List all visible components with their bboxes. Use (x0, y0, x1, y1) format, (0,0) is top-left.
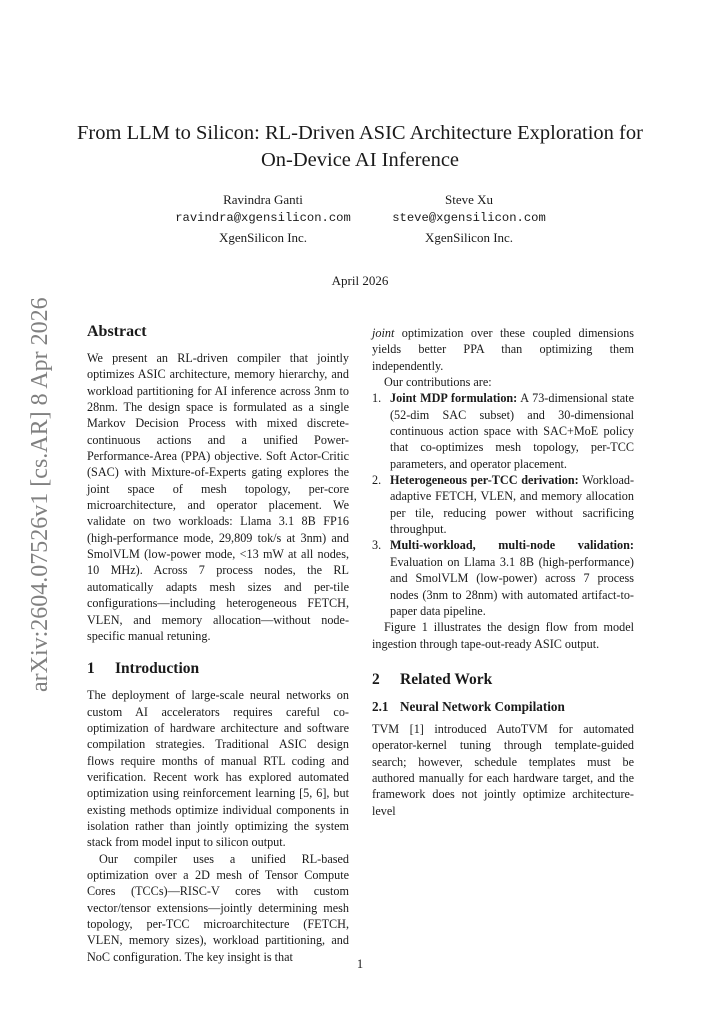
list-item-title: Joint MDP formulation: (390, 391, 518, 406)
author-name: Steve Xu (444, 192, 494, 207)
list-item-title: Multi-workload, multi-node validation: (390, 538, 634, 553)
list-item-text: A 73-dimensional state (52-dim SAC subset) and 30-dimensional continuous action space with SAC+MoE policy that co-optimizes mesh topology, per-TCC parameters, and operator placement. (390, 391, 634, 471)
intro-paragraph-2-continued (372, 325, 634, 374)
intro-paragraph-2 (87, 851, 349, 965)
section-heading-introduction (87, 659, 349, 679)
list-item (372, 472, 634, 537)
contributions-list (372, 390, 634, 619)
contributions-lead: Our contributions are: (384, 375, 492, 390)
list-item-title: Heterogeneous per-TCC derivation: (390, 473, 579, 488)
paper-title: From LLM to Silicon: RL-Driven ASIC Architecture Exploration for On-Device AI Inference (77, 122, 643, 171)
section-title: Related Work (400, 670, 493, 688)
author-name: Ravindra Ganti (223, 192, 303, 207)
section-number: 2 (372, 670, 380, 688)
list-item-text: Evaluation on Llama 3.1 8B (high-performance) and SmolVLM (low-power) across 7 process nodes (3nm to 28nm) with automated artifact-to-paper data pipeline. (390, 554, 634, 618)
intro-paragraph-2-emphasis: joint (372, 326, 395, 340)
intro-paragraph-2-end: optimization over these coupled dimensions yields better PPA than optimizing them independently. (372, 326, 634, 373)
paper-date: April 2026 (331, 273, 389, 288)
page-number: 1 (356, 957, 364, 971)
intro-paragraph-1: The deployment of large-scale neural networks on custom AI accelerators requires careful co-optimization of hardware architecture and software compilation strategies. Traditional ASIC design flows require months of manual RTL coding and verification. Recent work has explored automated optimization using reinforcement learning [5, 6], but existing methods optimize individual components in isolation rather than jointly optimizing the system stack from model input to silicon output. (87, 688, 349, 850)
subsection-number: 2.1 (372, 698, 389, 714)
section-heading-related-work (372, 670, 634, 690)
right-column (372, 325, 634, 819)
arxiv-stamp: arXiv:2604.07526v1 [cs.AR] 8 Apr 2026 (27, 297, 53, 692)
author-email[interactable]: steve@xgensilicon.com (392, 211, 546, 225)
list-item-number: 2. (372, 473, 382, 488)
subsection-title: Neural Network Compilation (400, 698, 565, 714)
author-block (143, 190, 383, 247)
author-affiliation: XgenSilicon Inc. (424, 230, 514, 245)
intro-paragraph-2-text: Our compiler uses a unified RL-based optimization over a 2D mesh of Tensor Compute Cores (TCCs)—RISC-V cores with custom vector/tensor extensions—jointly determining mesh topology, per-TCC microarchitecture (FETCH, VLEN, memory sizes), workload partitioning, and NoC configuration. The key insight is that (87, 851, 349, 964)
list-item (372, 390, 634, 472)
left-column (87, 322, 349, 965)
list-item-text: Workload-adaptive FETCH, VLEN, and memory allocation per tile, reducing power without sacrificing throughput. (390, 473, 634, 537)
author-affiliation: XgenSilicon Inc. (218, 230, 308, 245)
subsection-heading (372, 698, 634, 715)
related-work-paragraph: TVM [1] introduced AutoTVM for automated operator-kernel tuning through template-guided search; however, schedule templates must be authored manually for each hardware target, and the framework does not jointly optimize architecture-level (372, 721, 634, 818)
list-item (372, 537, 634, 619)
section-title: Introduction (115, 660, 200, 678)
author-block (349, 190, 589, 247)
abstract-heading: Abstract (87, 323, 147, 340)
list-item-number: 3. (372, 538, 382, 553)
figure-note: Figure 1 illustrates the design flow from model ingestion through tape-out-ready ASIC output. (372, 620, 634, 651)
section-number: 1 (87, 660, 95, 678)
author-email[interactable]: ravindra@xgensilicon.com (175, 211, 351, 225)
abstract-text: We present an RL-driven compiler that jointly optimizes ASIC architecture, memory hierarchy, and workload partitioning for AI inference across 3nm to 28nm. The design space is formulated as a single Markov Decision Process with mixed discrete-continuous actions and a unified Power-Performance-Area (PPA) objective. Soft Actor-Critic (SAC) with Mixture-of-Experts gating explores the joint space of mesh topology, per-core microarchitecture, and operator placement. We validate on two workloads: Llama 3.1 8B FP16 (high-performance mode, 29,809 tok/s at 3nm) and SmolVLM (low-power mode, <13 mW at all nodes, 10 MHz). Across 7 process nodes, the RL automatically adapts mesh sizes and per-tile configurations—including heterogeneous FETCH, VLEN, and memory allocation—without node-specific manual retuning. (87, 351, 349, 643)
list-item-number: 1. (372, 391, 382, 406)
